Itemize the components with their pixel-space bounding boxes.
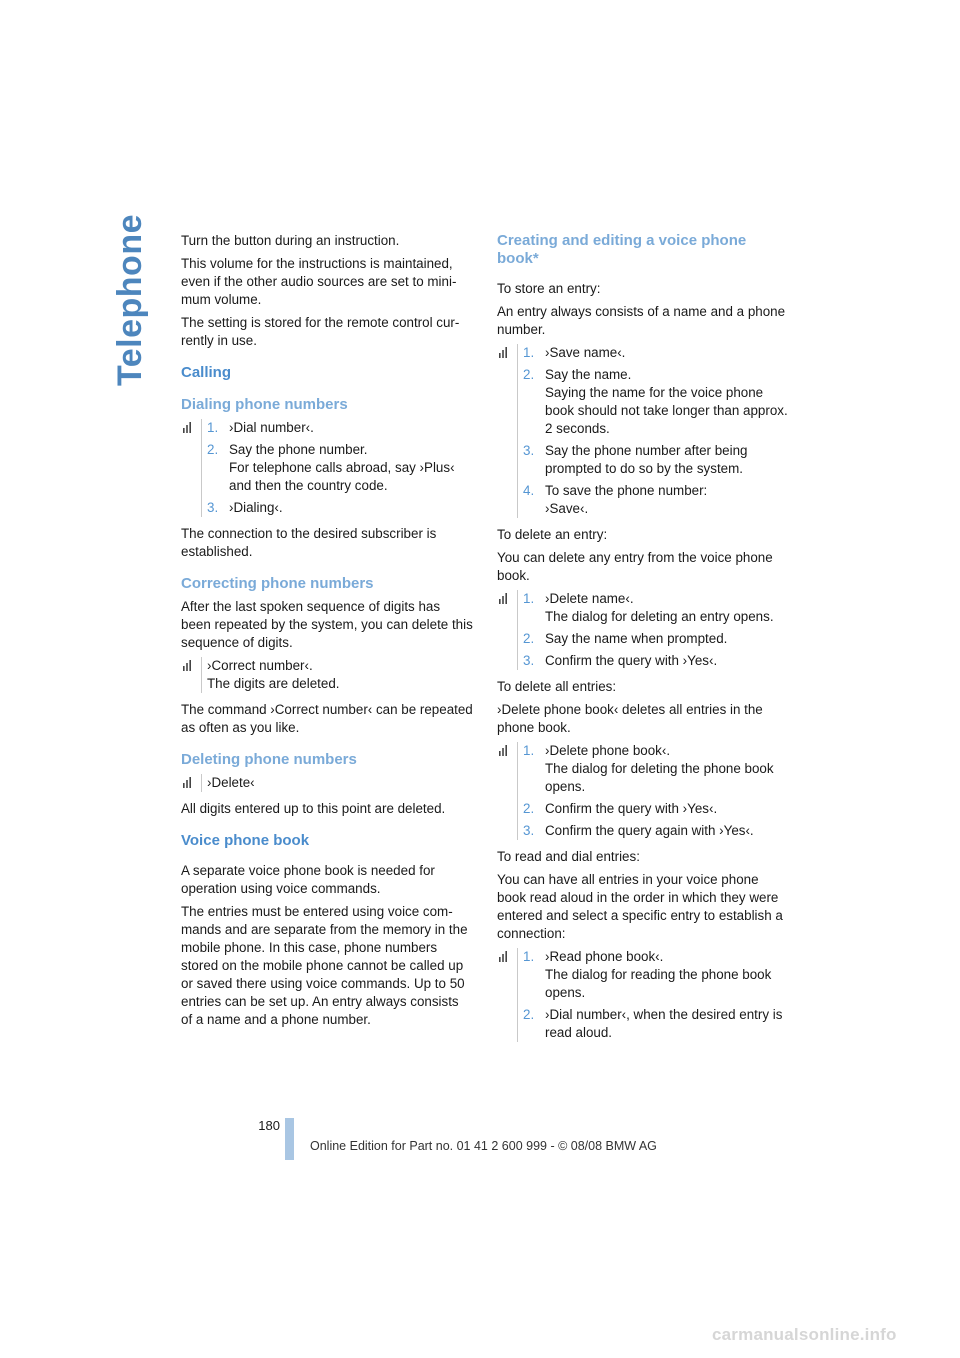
paragraph: To delete an entry: <box>497 527 608 542</box>
page-number: 180 <box>258 1118 280 1133</box>
list-item: 1. ›Delete name‹. The dialog for deleting an entry opens. <box>523 591 774 624</box>
list-item: 2. ›Dial number‹, when the desired entry is read aloud. <box>523 1007 783 1040</box>
left-column <box>181 232 473 1034</box>
paragraph: You can delete any entry from the voice phone book. <box>497 550 773 583</box>
paragraph: The entries must be entered using voice com-mands and are separate from the memory in the mobile phone. In this case, phone numbers stored on the mobile phone cannot be called up or saved there using voice commands. Up to 50 entries can be set up. An entry always consists of a name and a phone number. <box>181 904 468 1027</box>
paragraph: To delete all entries: <box>497 679 617 694</box>
paragraph: An entry always consists of a name and a phone number. <box>497 304 786 337</box>
list-item: 2. Say the name. Saying the name for the voice phone book should not take longer than approx. 2 seconds. <box>523 367 788 436</box>
list-item: 3. Say the phone number after being prompted to do so by the system. <box>523 443 748 476</box>
right-column <box>497 232 789 1050</box>
heading-calling: Calling <box>181 364 232 381</box>
list-item: 1. ›Delete phone book‹. The dialog for deleting the phone book opens. <box>523 743 774 794</box>
paragraph: After the last spoken sequence of digits has been repeated by the system, you can delete this sequence of digits. <box>181 599 473 650</box>
paragraph: The setting is stored for the remote control cur-rently in use. <box>181 315 460 348</box>
paragraph: This volume for the instructions is maintained, even if the other audio sources are set to mini-mum volume. <box>181 256 457 307</box>
voice-command-block <box>181 657 473 693</box>
voice-command-block <box>497 590 789 670</box>
voice-command-block <box>181 419 473 517</box>
list-item: 1. ›Dial number‹. <box>207 420 314 435</box>
paragraph: ›Delete phone book‹ deletes all entries in the phone book. <box>497 702 763 735</box>
paragraph: The connection to the desired subscriber is established. <box>181 526 437 559</box>
voice-command-icon <box>497 592 511 606</box>
section-tab-label: Telephone <box>111 214 149 386</box>
voice-command-icon <box>181 776 195 790</box>
watermark: carmanualsonline.info <box>712 1325 897 1344</box>
list-item: 2. Confirm the query with ›Yes‹. <box>523 801 718 816</box>
paragraph: All digits entered up to this point are deleted. <box>181 801 446 816</box>
paragraph: A separate voice phone book is needed for operation using voice commands. <box>181 863 435 896</box>
list-item: ›Correct number‹. The digits are deleted. <box>207 658 340 691</box>
list-item: 3. ›Dialing‹. <box>207 500 283 515</box>
paragraph: The command ›Correct number‹ can be repeated as often as you like. <box>181 702 473 735</box>
voice-command-block <box>497 948 789 1042</box>
list-item: 3. Confirm the query with ›Yes‹. <box>523 653 718 668</box>
voice-command-block <box>497 344 789 518</box>
voice-command-block <box>181 774 473 792</box>
voice-command-icon <box>497 346 511 360</box>
list-item: 3. Confirm the query again with ›Yes‹. <box>523 823 754 838</box>
list-item: 4. To save the phone number: ›Save‹. <box>523 483 708 516</box>
voice-command-block <box>497 742 789 840</box>
list-item: 2. Say the phone number. For telephone calls abroad, say ›Plus‹ and then the country code. <box>207 442 455 493</box>
voice-command-icon <box>181 659 195 673</box>
list-item: ›Delete‹ <box>207 775 255 790</box>
list-item: 2. Say the name when prompted. <box>523 631 728 646</box>
voice-command-icon <box>497 744 511 758</box>
list-item: 1. ›Read phone book‹. The dialog for reading the phone book opens. <box>523 949 772 1000</box>
paragraph: To store an entry: <box>497 281 601 296</box>
footer-accent-bar <box>285 1118 294 1160</box>
heading-correcting: Correcting phone numbers <box>181 575 374 592</box>
heading-voice-phone-book: Voice phone book <box>181 832 310 849</box>
paragraph: To read and dial entries: <box>497 849 640 864</box>
paragraph: You can have all entries in your voice phone book read aloud in the order in which they were entered and select a specific entry to establish a connection: <box>497 872 783 941</box>
paragraph: Turn the button during an instruction. <box>181 233 400 248</box>
voice-command-icon <box>181 421 195 435</box>
heading-creating-editing: Creating and editing a voice phone book* <box>497 232 747 267</box>
heading-deleting: Deleting phone numbers <box>181 751 357 768</box>
section-tab <box>104 214 156 390</box>
heading-dialing: Dialing phone numbers <box>181 396 348 413</box>
voice-command-icon <box>497 950 511 964</box>
list-item: 1. ›Save name‹. <box>523 345 626 360</box>
edition-text: Online Edition for Part no. 01 41 2 600 999 - © 08/08 BMW AG <box>310 1139 657 1153</box>
